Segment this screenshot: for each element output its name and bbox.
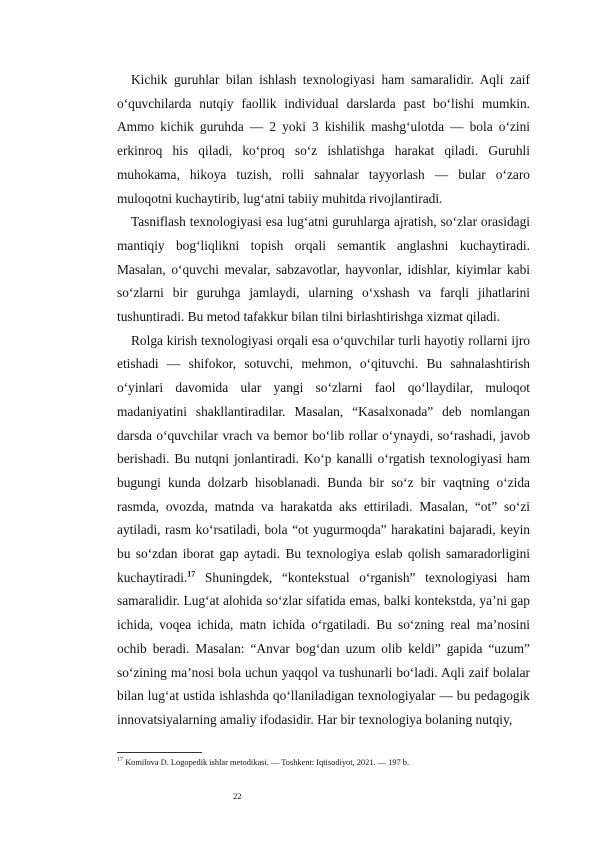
page-number: 22	[233, 791, 242, 801]
paragraph-small-groups: Kichik guruhlar bilan ishlash texnologiyasi ham samaralidir. Aqli zaif o‘quvchilarda nutqiy faollik individual darslarda past bo‘lishi mumkin. Ammo kichik guruhda — 2 yoki 3 kishilik mashg‘ulotda — bola o‘zini erkinroq his qiladi, ko‘proq so‘z ishlatishga harakat qiladi. Guruhli muhokama, hikoya tuzish, rolli sahnalar tayyorlash — bular o‘zaro muloqotni kuchaytirib, lug‘atni tabiiy muhitda rivojlantiradi.	[117, 72, 530, 206]
body-text	[117, 68, 530, 732]
paragraph-role-play-part1: Rolga kirish texnologiyasi orqali esa o‘quvchilar turli hayotiy rollarni ijro etishadi — shifokor, sotuvchi, mehmon, o‘qituvchi. Bu sahnalashtirish o‘yinlari davomida ular yangi so‘zlarni faol qo‘llaydilar, muloqot madaniyatini shakllantiradilar. Masalan, “Kasalxonada” deb nomlangan darsda o‘quvchilar vrach va bemor bo‘lib rollar o‘ynaydi, so‘rashadi, javob berishadi. Bu nutqni jonlantiradi. Ko‘p kanalli o‘rgatish texnologiyasi ham bugungi kunda dolzarb hisoblanadi. Bunda bir so‘z bir vaqtning o‘zida rasmda, ovozda, matnda va harakatda aks ettiriladi. Masalan, “ot” so‘zi aytiladi, rasm ko‘rsatiladi, bola “ot yugurmoqda” harakatini bajaradi, keyin bu so‘zdan iborat gap aytadi. Bu texnologiya eslab qolish samaradorligini kuchaytiradi.	[117, 332, 530, 585]
footnote-reference[interactable]: 17	[187, 569, 196, 579]
footnote-number: 17	[117, 757, 123, 764]
footnote	[117, 757, 537, 768]
paragraph-classification: Tasniflash texnologiyasi esa lug‘atni guruhlarga ajratish, so‘zlar orasidagi mantiqiy bog‘liqlikni topish orqali semantik anglashni kuchaytiradi. Masalan, o‘quvchi mevalar, sabzavotlar, hayvonlar, idishlar, kiyimlar kabi so‘zlarni bir guruhga jamlaydi, ularning o‘xshash va farqli jihatlarini tushuntiradi. Bu metod tafakkur bilan tilni birlashtirishga xizmat qiladi.	[117, 214, 530, 325]
footnote-divider	[117, 752, 202, 753]
paragraph-role-play-part2: Shuningdek, “kontekstual o‘rganish” texnologiyasi ham samaralidir. Lug‘at alohida so‘zlar sifatida emas, balki kontekstda, ya’ni gap ichida, voqea ichida, matn ichida o‘rgatiladi. Bu so‘zning real ma’nosini ochib beradi. Masalan: “Anvar bog‘dan uzum olib keldi” gapida “uzum” so‘zining ma’nosi bola uchun yaqqol va tushunarli bo‘ladi. Aqli zaif bolalar bilan lug‘at ustida ishlashda qo‘llaniladigan texnologiyalar — bu pedagogik innovatsiyalarning amaliy ifodasidir. Har bir texnologiya bolaning nutqiy,	[117, 569, 530, 727]
footnote-text: Komilova D. Logopedik ishlar metodikasi. — Toshkent: Iqtisodiyot, 2021. — 197 b.	[123, 758, 410, 767]
paragraph-role-play	[117, 329, 530, 732]
